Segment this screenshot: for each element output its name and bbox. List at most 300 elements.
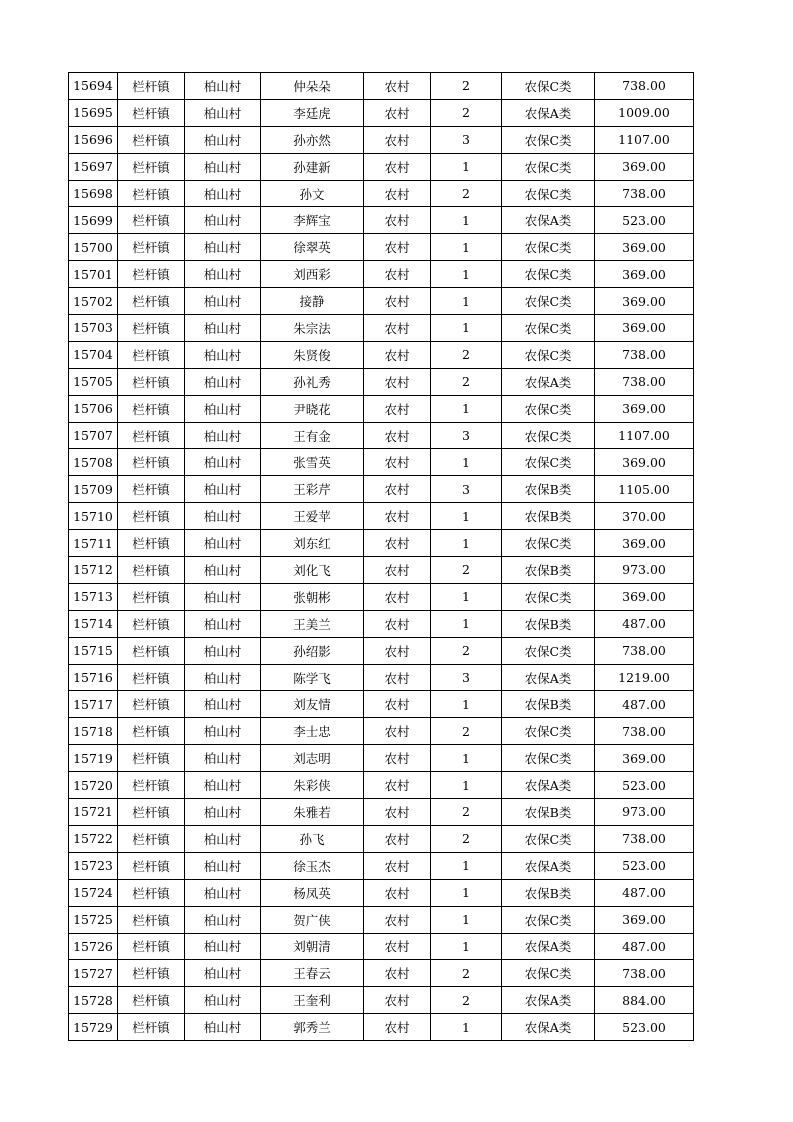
amount-cell: 523.00 xyxy=(595,207,694,234)
village-cell: 柏山村 xyxy=(185,960,261,987)
household-count-cell: 2 xyxy=(431,987,502,1014)
row-number-cell: 15724 xyxy=(69,879,118,906)
village-cell: 柏山村 xyxy=(185,261,261,288)
town-cell: 栏杆镇 xyxy=(118,126,185,153)
household-count-cell: 2 xyxy=(431,799,502,826)
table-row xyxy=(69,395,694,422)
amount-cell: 369.00 xyxy=(595,583,694,610)
household-count-cell: 1 xyxy=(431,772,502,799)
area-type-cell: 农村 xyxy=(364,637,431,664)
row-number-cell: 15721 xyxy=(69,799,118,826)
insurance-category-cell: 农保C类 xyxy=(502,153,595,180)
town-cell: 栏杆镇 xyxy=(118,825,185,852)
insurance-category-cell: 农保C类 xyxy=(502,449,595,476)
row-number-cell: 15701 xyxy=(69,261,118,288)
table-row xyxy=(69,126,694,153)
insurance-category-cell: 农保B类 xyxy=(502,610,595,637)
household-count-cell: 1 xyxy=(431,315,502,342)
insurance-category-cell: 农保C类 xyxy=(502,530,595,557)
insurance-category-cell: 农保B类 xyxy=(502,476,595,503)
town-cell: 栏杆镇 xyxy=(118,987,185,1014)
village-cell: 柏山村 xyxy=(185,1014,261,1041)
name-cell: 孙文 xyxy=(261,180,364,207)
row-number-cell: 15727 xyxy=(69,960,118,987)
row-number-cell: 15712 xyxy=(69,557,118,584)
town-cell: 栏杆镇 xyxy=(118,718,185,745)
table-row xyxy=(69,341,694,368)
amount-cell: 738.00 xyxy=(595,960,694,987)
town-cell: 栏杆镇 xyxy=(118,1014,185,1041)
amount-cell: 487.00 xyxy=(595,933,694,960)
town-cell: 栏杆镇 xyxy=(118,503,185,530)
name-cell: 刘朝清 xyxy=(261,933,364,960)
village-cell: 柏山村 xyxy=(185,610,261,637)
town-cell: 栏杆镇 xyxy=(118,879,185,906)
row-number-cell: 15729 xyxy=(69,1014,118,1041)
village-cell: 柏山村 xyxy=(185,718,261,745)
row-number-cell: 15709 xyxy=(69,476,118,503)
household-count-cell: 2 xyxy=(431,557,502,584)
area-type-cell: 农村 xyxy=(364,718,431,745)
name-cell: 刘化飞 xyxy=(261,557,364,584)
table-row xyxy=(69,772,694,799)
name-cell: 王春云 xyxy=(261,960,364,987)
table-row xyxy=(69,1014,694,1041)
area-type-cell: 农村 xyxy=(364,234,431,261)
area-type-cell: 农村 xyxy=(364,261,431,288)
area-type-cell: 农村 xyxy=(364,315,431,342)
table-row xyxy=(69,664,694,691)
area-type-cell: 农村 xyxy=(364,503,431,530)
village-cell: 柏山村 xyxy=(185,691,261,718)
row-number-cell: 15704 xyxy=(69,341,118,368)
town-cell: 栏杆镇 xyxy=(118,288,185,315)
insurance-category-cell: 农保C类 xyxy=(502,315,595,342)
name-cell: 张雪英 xyxy=(261,449,364,476)
village-cell: 柏山村 xyxy=(185,557,261,584)
table-row xyxy=(69,99,694,126)
town-cell: 栏杆镇 xyxy=(118,799,185,826)
household-count-cell: 1 xyxy=(431,207,502,234)
amount-cell: 370.00 xyxy=(595,503,694,530)
village-cell: 柏山村 xyxy=(185,422,261,449)
area-type-cell: 农村 xyxy=(364,772,431,799)
town-cell: 栏杆镇 xyxy=(118,691,185,718)
area-type-cell: 农村 xyxy=(364,153,431,180)
area-type-cell: 农村 xyxy=(364,449,431,476)
row-number-cell: 15723 xyxy=(69,852,118,879)
name-cell: 朱贤俊 xyxy=(261,341,364,368)
village-cell: 柏山村 xyxy=(185,825,261,852)
household-count-cell: 1 xyxy=(431,852,502,879)
town-cell: 栏杆镇 xyxy=(118,449,185,476)
name-cell: 李士忠 xyxy=(261,718,364,745)
village-cell: 柏山村 xyxy=(185,73,261,100)
household-count-cell: 2 xyxy=(431,637,502,664)
household-count-cell: 1 xyxy=(431,745,502,772)
row-number-cell: 15722 xyxy=(69,825,118,852)
village-cell: 柏山村 xyxy=(185,745,261,772)
table-row xyxy=(69,234,694,261)
area-type-cell: 农村 xyxy=(364,288,431,315)
household-count-cell: 1 xyxy=(431,153,502,180)
village-cell: 柏山村 xyxy=(185,368,261,395)
household-count-cell: 3 xyxy=(431,664,502,691)
insurance-category-cell: 农保B类 xyxy=(502,557,595,584)
area-type-cell: 农村 xyxy=(364,987,431,1014)
area-type-cell: 农村 xyxy=(364,691,431,718)
row-number-cell: 15718 xyxy=(69,718,118,745)
amount-cell: 973.00 xyxy=(595,557,694,584)
area-type-cell: 农村 xyxy=(364,799,431,826)
table-row xyxy=(69,476,694,503)
household-count-cell: 2 xyxy=(431,99,502,126)
insurance-category-cell: 农保A类 xyxy=(502,368,595,395)
insurance-category-cell: 农保C类 xyxy=(502,906,595,933)
insurance-category-cell: 农保C类 xyxy=(502,126,595,153)
name-cell: 仲朵朵 xyxy=(261,73,364,100)
table-row xyxy=(69,153,694,180)
name-cell: 陈学飞 xyxy=(261,664,364,691)
row-number-cell: 15716 xyxy=(69,664,118,691)
amount-cell: 738.00 xyxy=(595,73,694,100)
name-cell: 王奎利 xyxy=(261,987,364,1014)
row-number-cell: 15695 xyxy=(69,99,118,126)
name-cell: 刘志明 xyxy=(261,745,364,772)
insurance-category-cell: 农保A类 xyxy=(502,664,595,691)
row-number-cell: 15697 xyxy=(69,153,118,180)
amount-cell: 369.00 xyxy=(595,315,694,342)
amount-cell: 369.00 xyxy=(595,261,694,288)
town-cell: 栏杆镇 xyxy=(118,933,185,960)
row-number-cell: 15705 xyxy=(69,368,118,395)
table-row xyxy=(69,368,694,395)
insurance-category-cell: 农保A类 xyxy=(502,987,595,1014)
insurance-category-cell: 农保C类 xyxy=(502,73,595,100)
amount-cell: 369.00 xyxy=(595,288,694,315)
town-cell: 栏杆镇 xyxy=(118,583,185,610)
amount-cell: 1105.00 xyxy=(595,476,694,503)
table-row xyxy=(69,852,694,879)
insurance-category-cell: 农保A类 xyxy=(502,933,595,960)
insurance-category-cell: 农保C类 xyxy=(502,637,595,664)
town-cell: 栏杆镇 xyxy=(118,368,185,395)
village-cell: 柏山村 xyxy=(185,449,261,476)
row-number-cell: 15713 xyxy=(69,583,118,610)
name-cell: 郭秀兰 xyxy=(261,1014,364,1041)
amount-cell: 738.00 xyxy=(595,180,694,207)
table-row xyxy=(69,879,694,906)
amount-cell: 369.00 xyxy=(595,234,694,261)
village-cell: 柏山村 xyxy=(185,530,261,557)
table-row xyxy=(69,825,694,852)
name-cell: 杨凤英 xyxy=(261,879,364,906)
amount-cell: 738.00 xyxy=(595,637,694,664)
town-cell: 栏杆镇 xyxy=(118,664,185,691)
village-cell: 柏山村 xyxy=(185,180,261,207)
table-row xyxy=(69,637,694,664)
area-type-cell: 农村 xyxy=(364,422,431,449)
name-cell: 贺广侠 xyxy=(261,906,364,933)
insurance-category-cell: 农保A类 xyxy=(502,207,595,234)
town-cell: 栏杆镇 xyxy=(118,557,185,584)
amount-cell: 369.00 xyxy=(595,745,694,772)
village-cell: 柏山村 xyxy=(185,315,261,342)
amount-cell: 523.00 xyxy=(595,772,694,799)
insurance-category-cell: 农保C类 xyxy=(502,341,595,368)
insurance-category-cell: 农保A类 xyxy=(502,1014,595,1041)
household-count-cell: 3 xyxy=(431,126,502,153)
table-row xyxy=(69,530,694,557)
amount-cell: 1107.00 xyxy=(595,422,694,449)
row-number-cell: 15710 xyxy=(69,503,118,530)
household-count-cell: 1 xyxy=(431,879,502,906)
name-cell: 李辉宝 xyxy=(261,207,364,234)
town-cell: 栏杆镇 xyxy=(118,530,185,557)
name-cell: 朱宗法 xyxy=(261,315,364,342)
area-type-cell: 农村 xyxy=(364,73,431,100)
household-count-cell: 1 xyxy=(431,288,502,315)
area-type-cell: 农村 xyxy=(364,664,431,691)
name-cell: 刘东红 xyxy=(261,530,364,557)
row-number-cell: 15726 xyxy=(69,933,118,960)
household-count-cell: 2 xyxy=(431,960,502,987)
data-table xyxy=(68,72,694,1041)
village-cell: 柏山村 xyxy=(185,153,261,180)
town-cell: 栏杆镇 xyxy=(118,207,185,234)
village-cell: 柏山村 xyxy=(185,126,261,153)
insurance-category-cell: 农保B类 xyxy=(502,691,595,718)
table-row xyxy=(69,288,694,315)
household-count-cell: 1 xyxy=(431,610,502,637)
insurance-category-cell: 农保A类 xyxy=(502,852,595,879)
table-row xyxy=(69,933,694,960)
row-number-cell: 15706 xyxy=(69,395,118,422)
table-row xyxy=(69,503,694,530)
town-cell: 栏杆镇 xyxy=(118,261,185,288)
row-number-cell: 15700 xyxy=(69,234,118,261)
table-row xyxy=(69,73,694,100)
village-cell: 柏山村 xyxy=(185,395,261,422)
area-type-cell: 农村 xyxy=(364,207,431,234)
name-cell: 朱彩侠 xyxy=(261,772,364,799)
village-cell: 柏山村 xyxy=(185,99,261,126)
amount-cell: 487.00 xyxy=(595,691,694,718)
area-type-cell: 农村 xyxy=(364,933,431,960)
name-cell: 李廷虎 xyxy=(261,99,364,126)
table-row xyxy=(69,449,694,476)
table-row xyxy=(69,180,694,207)
name-cell: 接静 xyxy=(261,288,364,315)
amount-cell: 1009.00 xyxy=(595,99,694,126)
amount-cell: 523.00 xyxy=(595,1014,694,1041)
village-cell: 柏山村 xyxy=(185,772,261,799)
village-cell: 柏山村 xyxy=(185,637,261,664)
household-count-cell: 1 xyxy=(431,530,502,557)
table-row xyxy=(69,987,694,1014)
town-cell: 栏杆镇 xyxy=(118,395,185,422)
town-cell: 栏杆镇 xyxy=(118,610,185,637)
town-cell: 栏杆镇 xyxy=(118,99,185,126)
town-cell: 栏杆镇 xyxy=(118,422,185,449)
household-count-cell: 1 xyxy=(431,583,502,610)
amount-cell: 369.00 xyxy=(595,449,694,476)
amount-cell: 1219.00 xyxy=(595,664,694,691)
town-cell: 栏杆镇 xyxy=(118,637,185,664)
amount-cell: 738.00 xyxy=(595,368,694,395)
village-cell: 柏山村 xyxy=(185,476,261,503)
table-row xyxy=(69,261,694,288)
household-count-cell: 1 xyxy=(431,395,502,422)
town-cell: 栏杆镇 xyxy=(118,852,185,879)
household-count-cell: 2 xyxy=(431,341,502,368)
town-cell: 栏杆镇 xyxy=(118,772,185,799)
row-number-cell: 15707 xyxy=(69,422,118,449)
area-type-cell: 农村 xyxy=(364,825,431,852)
table-body xyxy=(69,73,694,1041)
insurance-category-cell: 农保A类 xyxy=(502,772,595,799)
area-type-cell: 农村 xyxy=(364,341,431,368)
amount-cell: 738.00 xyxy=(595,718,694,745)
amount-cell: 369.00 xyxy=(595,906,694,933)
household-count-cell: 1 xyxy=(431,1014,502,1041)
table-row xyxy=(69,315,694,342)
insurance-category-cell: 农保C类 xyxy=(502,234,595,261)
amount-cell: 523.00 xyxy=(595,852,694,879)
village-cell: 柏山村 xyxy=(185,341,261,368)
area-type-cell: 农村 xyxy=(364,852,431,879)
town-cell: 栏杆镇 xyxy=(118,180,185,207)
insurance-category-cell: 农保C类 xyxy=(502,960,595,987)
table-row xyxy=(69,691,694,718)
name-cell: 徐翠英 xyxy=(261,234,364,261)
amount-cell: 487.00 xyxy=(595,610,694,637)
row-number-cell: 15703 xyxy=(69,315,118,342)
village-cell: 柏山村 xyxy=(185,987,261,1014)
name-cell: 朱雅若 xyxy=(261,799,364,826)
village-cell: 柏山村 xyxy=(185,664,261,691)
village-cell: 柏山村 xyxy=(185,583,261,610)
area-type-cell: 农村 xyxy=(364,395,431,422)
village-cell: 柏山村 xyxy=(185,503,261,530)
name-cell: 王有金 xyxy=(261,422,364,449)
household-count-cell: 1 xyxy=(431,234,502,261)
insurance-category-cell: 农保B类 xyxy=(502,503,595,530)
row-number-cell: 15720 xyxy=(69,772,118,799)
insurance-category-cell: 农保C类 xyxy=(502,422,595,449)
town-cell: 栏杆镇 xyxy=(118,234,185,261)
area-type-cell: 农村 xyxy=(364,180,431,207)
row-number-cell: 15699 xyxy=(69,207,118,234)
town-cell: 栏杆镇 xyxy=(118,476,185,503)
area-type-cell: 农村 xyxy=(364,906,431,933)
insurance-category-cell: 农保C类 xyxy=(502,288,595,315)
name-cell: 孙亦然 xyxy=(261,126,364,153)
name-cell: 王爱苹 xyxy=(261,503,364,530)
insurance-category-cell: 农保C类 xyxy=(502,718,595,745)
insurance-category-cell: 农保B类 xyxy=(502,879,595,906)
amount-cell: 738.00 xyxy=(595,341,694,368)
area-type-cell: 农村 xyxy=(364,99,431,126)
amount-cell: 369.00 xyxy=(595,395,694,422)
household-count-cell: 1 xyxy=(431,906,502,933)
row-number-cell: 15696 xyxy=(69,126,118,153)
household-count-cell: 2 xyxy=(431,825,502,852)
household-count-cell: 1 xyxy=(431,691,502,718)
name-cell: 尹晓花 xyxy=(261,395,364,422)
village-cell: 柏山村 xyxy=(185,906,261,933)
name-cell: 徐玉杰 xyxy=(261,852,364,879)
table-row xyxy=(69,207,694,234)
household-count-cell: 1 xyxy=(431,933,502,960)
name-cell: 王彩芹 xyxy=(261,476,364,503)
insurance-category-cell: 农保C类 xyxy=(502,583,595,610)
row-number-cell: 15717 xyxy=(69,691,118,718)
table-row xyxy=(69,583,694,610)
name-cell: 刘西彩 xyxy=(261,261,364,288)
row-number-cell: 15694 xyxy=(69,73,118,100)
household-count-cell: 2 xyxy=(431,180,502,207)
table-row xyxy=(69,745,694,772)
table-row xyxy=(69,610,694,637)
town-cell: 栏杆镇 xyxy=(118,341,185,368)
village-cell: 柏山村 xyxy=(185,879,261,906)
town-cell: 栏杆镇 xyxy=(118,315,185,342)
area-type-cell: 农村 xyxy=(364,530,431,557)
household-count-cell: 1 xyxy=(431,503,502,530)
town-cell: 栏杆镇 xyxy=(118,960,185,987)
insurance-category-cell: 农保A类 xyxy=(502,99,595,126)
village-cell: 柏山村 xyxy=(185,933,261,960)
insurance-category-cell: 农保C类 xyxy=(502,180,595,207)
area-type-cell: 农村 xyxy=(364,745,431,772)
name-cell: 孙礼秀 xyxy=(261,368,364,395)
row-number-cell: 15719 xyxy=(69,745,118,772)
household-count-cell: 3 xyxy=(431,422,502,449)
household-count-cell: 3 xyxy=(431,476,502,503)
town-cell: 栏杆镇 xyxy=(118,73,185,100)
table-row xyxy=(69,422,694,449)
area-type-cell: 农村 xyxy=(364,960,431,987)
household-count-cell: 2 xyxy=(431,718,502,745)
insurance-category-cell: 农保C类 xyxy=(502,745,595,772)
insurance-category-cell: 农保C类 xyxy=(502,395,595,422)
village-cell: 柏山村 xyxy=(185,207,261,234)
name-cell: 张朝彬 xyxy=(261,583,364,610)
row-number-cell: 15698 xyxy=(69,180,118,207)
village-cell: 柏山村 xyxy=(185,288,261,315)
row-number-cell: 15702 xyxy=(69,288,118,315)
table-row xyxy=(69,906,694,933)
amount-cell: 973.00 xyxy=(595,799,694,826)
row-number-cell: 15711 xyxy=(69,530,118,557)
village-cell: 柏山村 xyxy=(185,852,261,879)
row-number-cell: 15715 xyxy=(69,637,118,664)
town-cell: 栏杆镇 xyxy=(118,906,185,933)
amount-cell: 369.00 xyxy=(595,530,694,557)
name-cell: 刘友情 xyxy=(261,691,364,718)
name-cell: 孙飞 xyxy=(261,825,364,852)
household-count-cell: 2 xyxy=(431,73,502,100)
area-type-cell: 农村 xyxy=(364,476,431,503)
name-cell: 孙绍影 xyxy=(261,637,364,664)
area-type-cell: 农村 xyxy=(364,879,431,906)
household-count-cell: 1 xyxy=(431,261,502,288)
amount-cell: 738.00 xyxy=(595,825,694,852)
amount-cell: 369.00 xyxy=(595,153,694,180)
household-count-cell: 2 xyxy=(431,368,502,395)
table-row xyxy=(69,960,694,987)
